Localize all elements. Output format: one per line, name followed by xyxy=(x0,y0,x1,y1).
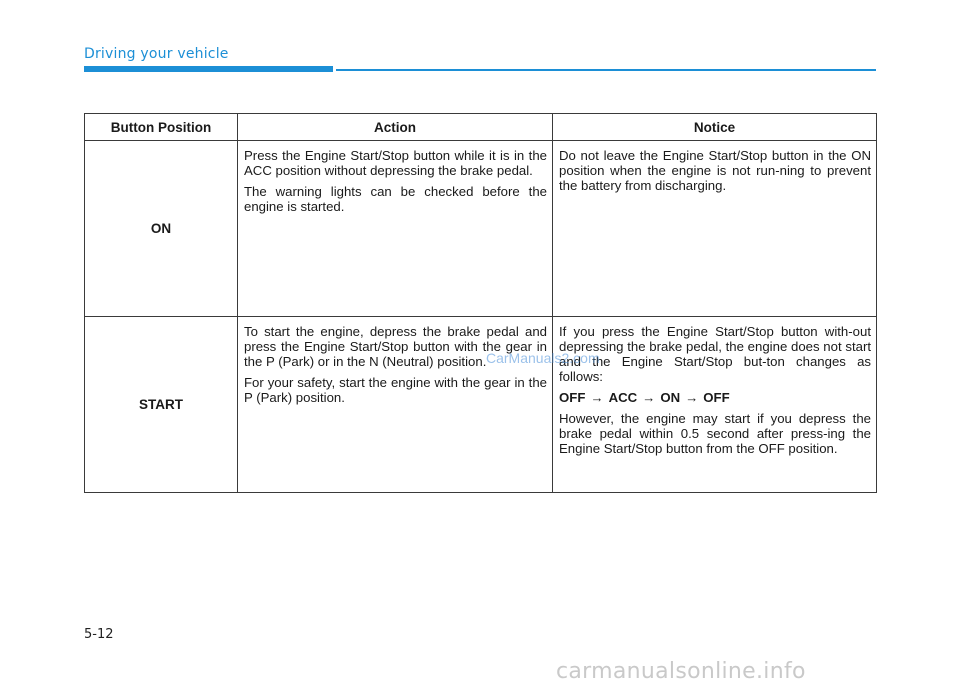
state-label: ACC xyxy=(608,390,638,405)
notice-paragraph: However, the engine may start if you depress the brake pedal within 0.5 second after press-ing the Engine Start/Stop button from the OFF position. xyxy=(559,411,871,456)
notice-cell xyxy=(553,317,877,493)
watermark-carmanuals: CarManuals2.com xyxy=(486,350,600,366)
action-paragraph: To start the engine, depress the brake pedal and press the Engine Start/Stop button with the gear in the P (Park) or in the N (Neutral) position. xyxy=(244,324,547,369)
arrow-right-icon: → xyxy=(590,390,604,405)
action-paragraph: For your safety, start the engine with the gear in the P (Park) position. xyxy=(244,375,547,405)
position-cell: ON xyxy=(85,141,238,317)
header-action: Action xyxy=(238,114,553,141)
action-paragraph: Press the Engine Start/Stop button while it is in the ACC position without depressing the brake pedal. xyxy=(244,148,547,178)
header-rule-thick xyxy=(84,66,333,72)
notice-cell xyxy=(553,141,877,317)
state-label: OFF xyxy=(703,390,730,405)
position-cell: START xyxy=(85,317,238,493)
arrow-right-icon: → xyxy=(642,390,656,405)
page-number: 5-12 xyxy=(84,627,114,642)
section-header: Driving your vehicle xyxy=(84,46,229,62)
table-row-start xyxy=(85,317,877,493)
button-position-table xyxy=(84,113,877,493)
action-cell xyxy=(238,317,553,493)
notice-paragraph: If you press the Engine Start/Stop button with-out depressing the brake pedal, the engine does not start and the Engine Start/Stop but-ton changes as follows: xyxy=(559,324,871,384)
header-notice: Notice xyxy=(553,114,877,141)
table-row-on xyxy=(85,141,877,317)
state-sequence xyxy=(559,390,871,405)
arrow-right-icon: → xyxy=(685,390,699,405)
action-cell xyxy=(238,141,553,317)
table-header-row xyxy=(85,114,877,141)
state-label: OFF xyxy=(559,390,586,405)
header-button-position: Button Position xyxy=(85,114,238,141)
notice-paragraph: Do not leave the Engine Start/Stop button in the ON position when the engine is not run-ning to prevent the battery from discharging. xyxy=(559,148,871,193)
header-rule-thin xyxy=(336,69,876,71)
action-paragraph: The warning lights can be checked before the engine is started. xyxy=(244,184,547,214)
watermark-site: carmanualsonline.info xyxy=(556,659,806,684)
state-label: ON xyxy=(660,390,681,405)
